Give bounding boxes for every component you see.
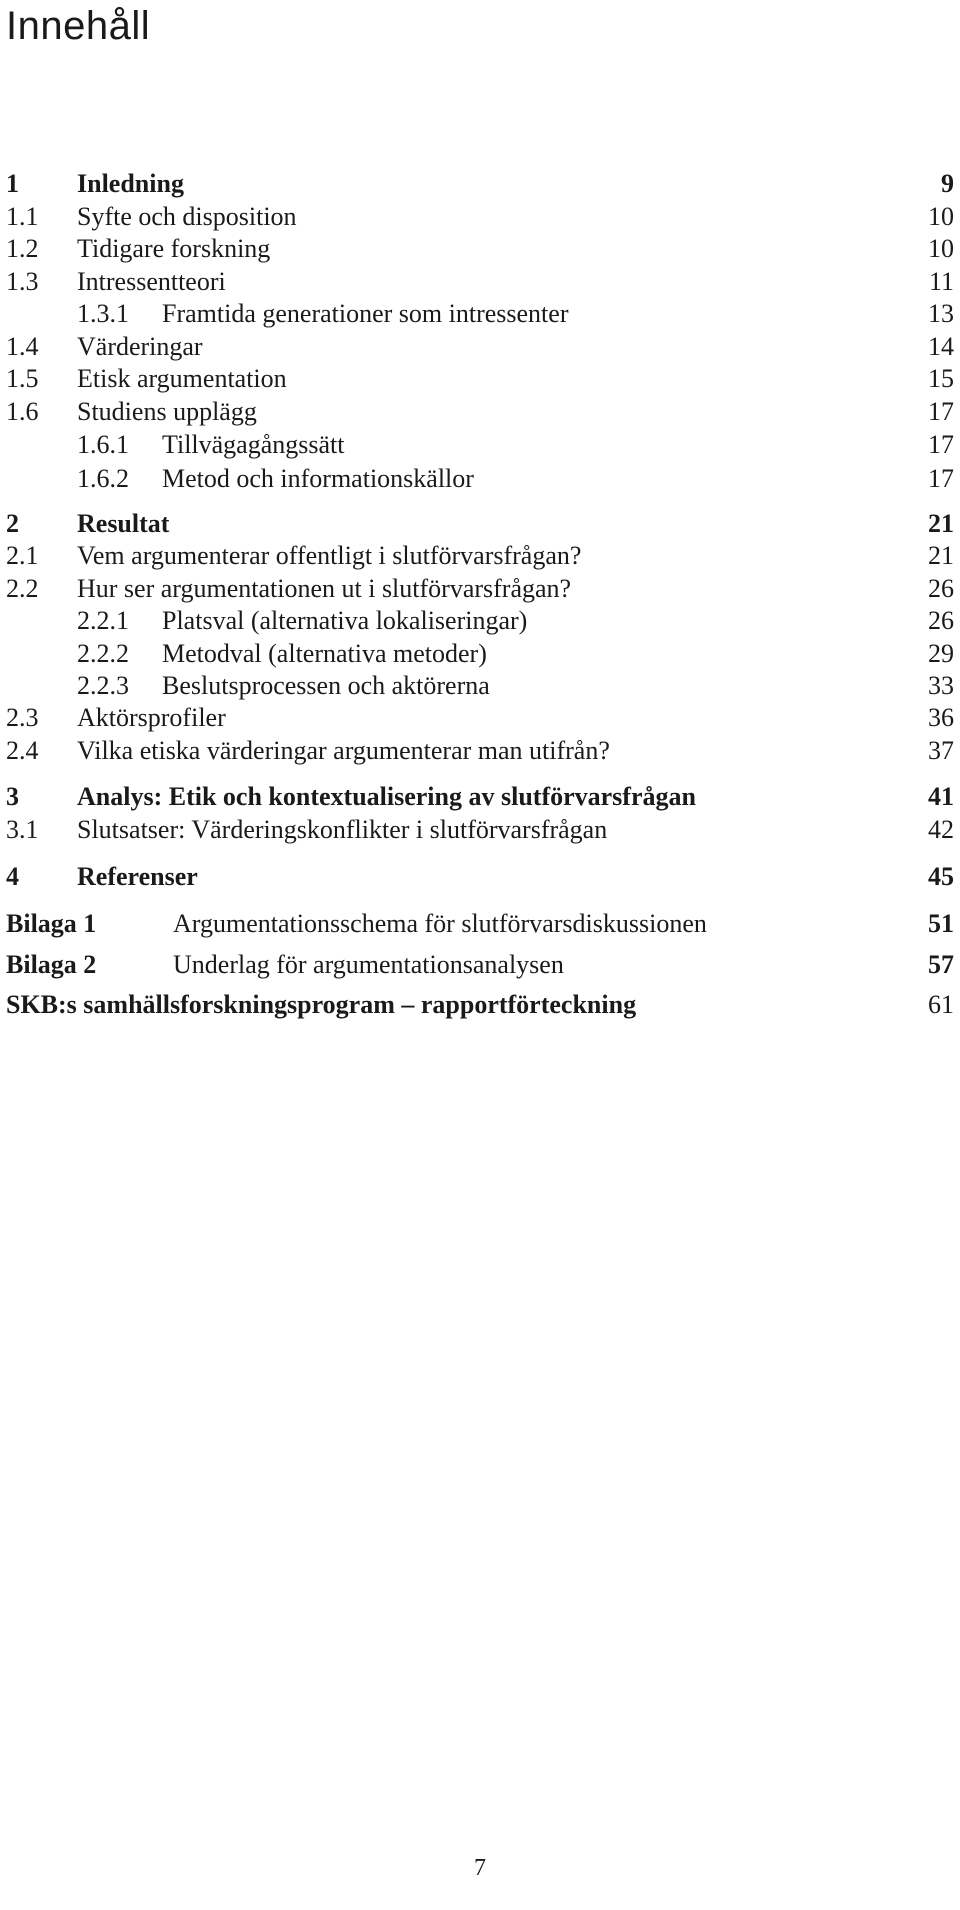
toc-entry[interactable] — [0, 701, 960, 735]
toc-entry-number: 1.5 — [6, 364, 39, 393]
toc-entry-number: Bilaga 2 — [6, 950, 97, 979]
toc-entry[interactable] — [0, 167, 960, 201]
toc-entry-page: 10 — [928, 202, 954, 231]
toc-entry[interactable] — [0, 507, 960, 541]
toc-entry-title: Metod och informationskällor — [162, 464, 474, 493]
toc-entry[interactable] — [0, 669, 960, 703]
toc-entry-title: Vem argumenterar offentligt i slutförvarsfrågan? — [77, 541, 582, 570]
toc-entry-title: Tillvägagångssätt — [162, 430, 345, 459]
toc-entry-page: 11 — [928, 267, 954, 296]
toc-entry[interactable] — [0, 734, 960, 768]
toc-entry[interactable] — [0, 860, 960, 894]
toc-entry-title: Vilka etiska värderingar argumenterar man utifrån? — [77, 736, 610, 765]
toc-entry-page: 26 — [928, 606, 954, 635]
toc-entry-number: 1.1 — [6, 202, 39, 231]
toc-entry[interactable] — [0, 813, 960, 847]
toc-entry-page: 21 — [928, 541, 954, 570]
toc-entry[interactable] — [0, 265, 960, 299]
toc-entry-page: 51 — [928, 909, 954, 938]
toc-entry-page: 10 — [928, 234, 954, 263]
toc-entry-title: Aktörsprofiler — [77, 703, 226, 732]
toc-entry-page: 45 — [928, 862, 954, 891]
toc-entry-number: 1 — [6, 169, 19, 198]
toc-entry-page: 41 — [928, 782, 954, 811]
toc-entry[interactable] — [0, 462, 960, 496]
toc-entry-page: 21 — [928, 509, 954, 538]
toc-entry-number: 3 — [6, 782, 19, 811]
toc-entry-number: 1.3.1 — [77, 299, 129, 328]
toc-entry-number: 2.2 — [6, 574, 39, 603]
toc-entry[interactable] — [0, 948, 960, 982]
toc-entry-page: 15 — [928, 364, 954, 393]
toc-entry[interactable] — [0, 200, 960, 234]
toc-entry-title: Referenser — [77, 862, 198, 891]
toc-entry-title: SKB:s samhällsforskningsprogram – rapportförteckning — [6, 990, 637, 1019]
toc-entry-title: Resultat — [77, 509, 170, 538]
toc-entry-number: 1.3 — [6, 267, 39, 296]
toc-entry-title: Platsval (alternativa lokaliseringar) — [162, 606, 528, 635]
toc-entry[interactable] — [0, 572, 960, 606]
toc-entry-title: Studiens upplägg — [77, 397, 257, 426]
toc-entry-page: 14 — [928, 332, 954, 361]
toc-entry-page: 37 — [928, 736, 954, 765]
toc-entry-number: 2.4 — [6, 736, 39, 765]
toc-entry-page: 13 — [928, 299, 954, 328]
toc-entry-page: 36 — [928, 703, 954, 732]
toc-entry[interactable] — [0, 637, 960, 671]
toc-entry-title: Intressentteori — [77, 267, 226, 296]
toc-entry[interactable] — [0, 297, 960, 331]
toc-entry-title: Framtida generationer som intressenter — [162, 299, 569, 328]
toc-entry-page: 26 — [928, 574, 954, 603]
toc-entry-number: 1.6.1 — [77, 430, 129, 459]
toc-entry-page: 9 — [941, 169, 954, 198]
toc-entry[interactable] — [0, 539, 960, 573]
toc-entry-page: 57 — [928, 950, 954, 979]
toc-entry-page: 17 — [928, 464, 954, 493]
toc-entry-number: 2.1 — [6, 541, 39, 570]
toc-entry-number: 2 — [6, 509, 19, 538]
toc-entry-number: 1.6.2 — [77, 464, 129, 493]
toc-entry[interactable] — [0, 330, 960, 364]
toc-entry-number: 2.2.1 — [77, 606, 129, 635]
toc-entry[interactable] — [0, 428, 960, 462]
toc-entry-title: Hur ser argumentationen ut i slutförvarsfrågan? — [77, 574, 572, 603]
toc-entry-title: Metodval (alternativa metoder) — [162, 639, 487, 668]
toc-entry[interactable] — [0, 604, 960, 638]
toc-entry-number: 3.1 — [6, 815, 39, 844]
toc-entry-page: 42 — [928, 815, 954, 844]
toc-entry[interactable] — [0, 232, 960, 266]
toc-entry-number: Bilaga 1 — [6, 909, 97, 938]
toc-entry-page: 29 — [928, 639, 954, 668]
toc-entry-number: 1.6 — [6, 397, 39, 426]
toc-entry-page: 17 — [928, 430, 954, 459]
toc-entry[interactable] — [0, 395, 960, 429]
toc-entry-title: Beslutsprocessen och aktörerna — [162, 671, 490, 700]
toc-entry-title: Analys: Etik och kontextualisering av slutförvarsfrågan — [77, 782, 696, 811]
toc-entry-title: Underlag för argumentationsanalysen — [173, 950, 564, 979]
toc-entry-title: Inledning — [77, 169, 184, 198]
page-title: Innehåll — [6, 4, 151, 48]
toc-entry-number: 2.2.3 — [77, 671, 129, 700]
toc-entry-title: Argumentationsschema för slutförvarsdiskussionen — [173, 909, 707, 938]
toc-entry-number: 2.3 — [6, 703, 39, 732]
toc-entry-number: 2.2.2 — [77, 639, 129, 668]
toc-entry-title: Syfte och disposition — [77, 202, 297, 231]
toc-entry-title: Tidigare forskning — [77, 234, 271, 263]
toc-entry-number: 4 — [6, 862, 19, 891]
toc-entry[interactable] — [0, 988, 960, 1022]
toc-entry-title: Värderingar — [77, 332, 203, 361]
toc-entry[interactable] — [0, 362, 960, 396]
toc-entry-page: 61 — [928, 990, 954, 1019]
toc-entry-title: Etisk argumentation — [77, 364, 287, 393]
toc-entry-page: 17 — [928, 397, 954, 426]
toc-entry[interactable] — [0, 780, 960, 814]
toc-entry[interactable] — [0, 907, 960, 941]
toc-entry-title: Slutsatser: Värderingskonflikter i slutförvarsfrågan — [77, 815, 608, 844]
toc-entry-page: 33 — [928, 671, 954, 700]
toc-entry-number: 1.2 — [6, 234, 39, 263]
toc-entry-number: 1.4 — [6, 332, 39, 361]
page-number: 7 — [474, 1855, 486, 1881]
